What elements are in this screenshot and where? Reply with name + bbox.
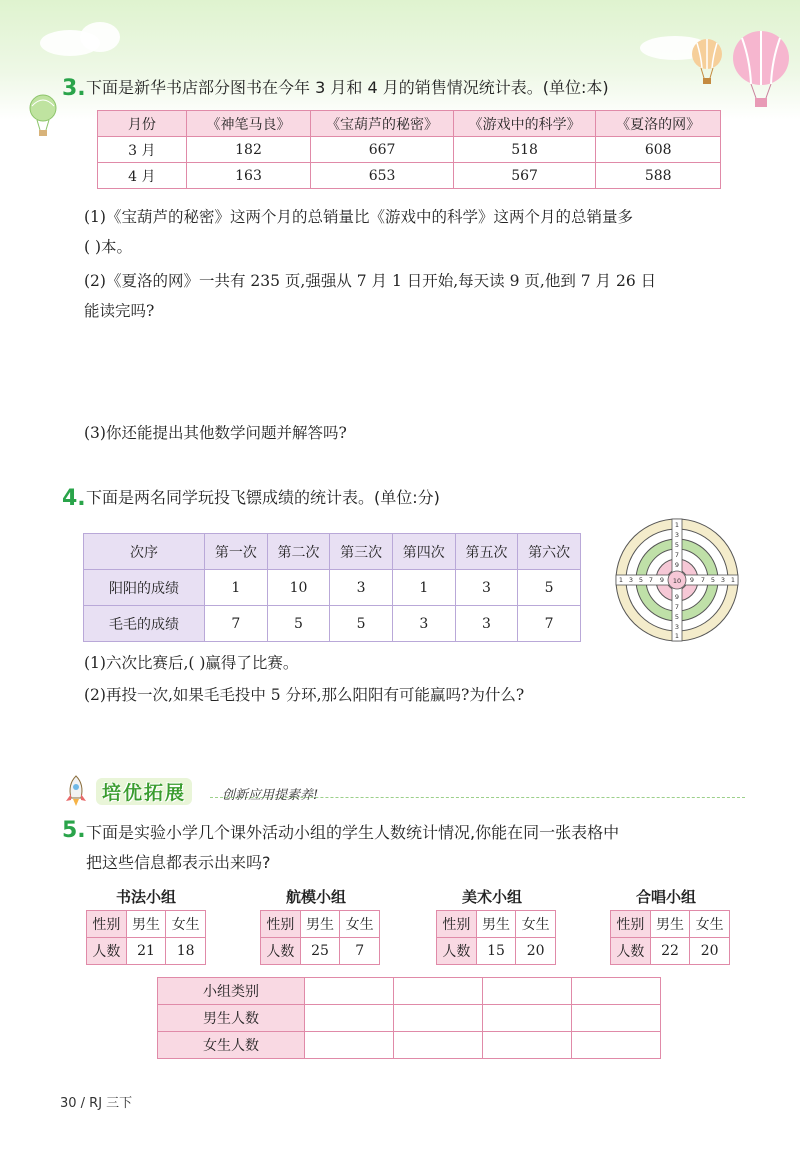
table-cell: 10 (267, 570, 330, 606)
answer-table (157, 977, 661, 1059)
table-cell: 21 (126, 938, 166, 965)
table-cell: 3 (455, 570, 518, 606)
ring-label: 3 (628, 576, 634, 584)
table-cell: 1 (392, 570, 455, 606)
table-cell: 7 (518, 606, 581, 642)
table-header: 《游戏中的科学》 (453, 111, 596, 137)
table-cell: 3 (392, 606, 455, 642)
table-cell: 518 (453, 137, 596, 163)
table-cell: 20 (690, 938, 730, 965)
table-header: 月份 (98, 111, 187, 137)
table-cell: 5 (330, 606, 393, 642)
balloon-green-icon (28, 94, 58, 138)
table-cell: 667 (311, 137, 454, 163)
ring-label: 1 (674, 632, 680, 640)
row-header: 女生人数 (158, 1032, 305, 1059)
table-cell: 3 (455, 606, 518, 642)
table-header: 第一次 (205, 534, 268, 570)
table-cell: 3 (330, 570, 393, 606)
question-text: 下面是两名同学玩投飞镖成绩的统计表。(单位:分) (86, 488, 440, 507)
sub-question-2: (2)再投一次,如果毛毛投中 5 分环,那么阳阳有可能赢吗?为什么? (84, 686, 525, 704)
table-header: 《夏洛的网》 (596, 111, 721, 137)
section-title: 培优拓展 (96, 778, 192, 805)
ring-label: 3 (674, 531, 680, 539)
ring-label: 9 (674, 593, 680, 601)
ring-label: 5 (674, 541, 680, 549)
group-title: 书法小组 (116, 888, 177, 906)
ring-label: 5 (674, 613, 680, 621)
table-cell: 18 (166, 938, 206, 965)
table-header: 性别 (87, 911, 127, 938)
table-cell: 7 (205, 606, 268, 642)
table-header: 第五次 (455, 534, 518, 570)
text-line: 下面是实验小学几个课外活动小组的学生人数统计情况,你能在同一张表格中 (86, 823, 620, 842)
table-cell: 182 (186, 137, 311, 163)
answer-cell[interactable] (305, 1005, 394, 1032)
answer-cell[interactable] (483, 1032, 572, 1059)
group-title: 航模小组 (286, 888, 347, 906)
text-line: 能读完吗? (84, 302, 155, 320)
table-cell: 20 (516, 938, 556, 965)
answer-cell[interactable] (394, 1032, 483, 1059)
table-cell: 1 (205, 570, 268, 606)
group-table (260, 910, 380, 965)
answer-cell[interactable] (483, 1005, 572, 1032)
table-cell: 5 (267, 606, 330, 642)
page-footer: 30 / RJ 三下 (60, 1096, 133, 1111)
table-header: 男生 (300, 911, 340, 938)
table-cell: 4 月 (98, 163, 187, 189)
row-header: 人数 (437, 938, 477, 965)
dartboard-icon (614, 517, 740, 643)
answer-cell[interactable] (572, 1005, 661, 1032)
ring-label: 9 (689, 576, 695, 584)
table-header: 男生 (126, 911, 166, 938)
book-sales-table (97, 110, 721, 189)
table-header: 《宝葫芦的秘密》 (311, 111, 454, 137)
answer-cell[interactable] (572, 978, 661, 1005)
cloud-decoration (80, 22, 120, 52)
row-header: 小组类别 (158, 978, 305, 1005)
ring-label: 7 (674, 551, 680, 559)
table-header: 第三次 (330, 534, 393, 570)
text-line: ( )本。 (84, 238, 133, 256)
sub-question-1 (84, 202, 764, 262)
hot-air-balloon-large-icon (730, 30, 792, 110)
table-header: 《神笔马良》 (186, 111, 311, 137)
row-header: 人数 (261, 938, 301, 965)
table-header: 女生 (166, 911, 206, 938)
row-header: 毛毛的成绩 (84, 606, 205, 642)
table-header: 性别 (437, 911, 477, 938)
ring-label: 9 (659, 576, 665, 584)
table-cell: 25 (300, 938, 340, 965)
row-header: 人数 (87, 938, 127, 965)
ring-label: 7 (700, 576, 706, 584)
table-cell: 567 (453, 163, 596, 189)
table-cell: 588 (596, 163, 721, 189)
group-title: 合唱小组 (636, 888, 697, 906)
question-number: 3. (62, 76, 86, 101)
table-header: 男生 (650, 911, 690, 938)
ring-label: 5 (638, 576, 644, 584)
table-cell: 7 (340, 938, 380, 965)
group-title: 美术小组 (462, 888, 523, 906)
ring-label: 9 (674, 561, 680, 569)
table-header: 男生 (476, 911, 516, 938)
table-header: 第二次 (267, 534, 330, 570)
text-line: (1)《宝葫芦的秘密》这两个月的总销量比《游戏中的科学》这两个月的总销量多 (84, 208, 633, 226)
table-cell: 608 (596, 137, 721, 163)
section-subtitle: 创新应用提素养! (222, 788, 319, 803)
ring-label: 7 (648, 576, 654, 584)
ring-label: 3 (720, 576, 726, 584)
table-header: 女生 (340, 911, 380, 938)
answer-cell[interactable] (305, 1032, 394, 1059)
group-table (86, 910, 206, 965)
answer-cell[interactable] (394, 1005, 483, 1032)
sub-question-3: (3)你还能提出其他数学问题并解答吗? (84, 424, 347, 442)
hot-air-balloon-small-icon (690, 38, 724, 86)
row-header: 人数 (611, 938, 651, 965)
question-text (86, 818, 619, 878)
dart-score-table (83, 533, 581, 642)
group-table (436, 910, 556, 965)
group-table (610, 910, 730, 965)
table-header: 女生 (516, 911, 556, 938)
ring-label: 3 (674, 623, 680, 631)
ring-label: 7 (674, 603, 680, 611)
table-cell: 15 (476, 938, 516, 965)
sub-question-1: (1)六次比赛后,( )赢得了比赛。 (84, 654, 299, 672)
ring-label: 10 (672, 577, 682, 585)
table-cell: 653 (311, 163, 454, 189)
question-number: 4. (62, 486, 86, 511)
table-cell: 5 (518, 570, 581, 606)
answer-cell[interactable] (305, 978, 394, 1005)
text-line: 把这些信息都表示出来吗? (86, 853, 271, 872)
row-header: 男生人数 (158, 1005, 305, 1032)
row-header: 阳阳的成绩 (84, 570, 205, 606)
table-header: 女生 (690, 911, 730, 938)
table-cell: 22 (650, 938, 690, 965)
answer-cell[interactable] (394, 978, 483, 1005)
text-line: (2)《夏洛的网》一共有 235 页,强强从 7 月 1 日开始,每天读 9 页,他到 7 月 26 日 (84, 272, 657, 290)
table-header: 第六次 (518, 534, 581, 570)
ring-label: 5 (710, 576, 716, 584)
sub-question-2 (84, 266, 764, 326)
table-header: 性别 (261, 911, 301, 938)
table-header: 第四次 (392, 534, 455, 570)
question-text: 下面是新华书店部分图书在今年 3 月和 4 月的销售情况统计表。(单位:本) (86, 78, 609, 97)
ring-label: 1 (618, 576, 624, 584)
table-cell: 3 月 (98, 137, 187, 163)
ring-label: 1 (674, 521, 680, 529)
table-header: 性别 (611, 911, 651, 938)
header-background (0, 0, 800, 120)
answer-cell[interactable] (572, 1032, 661, 1059)
table-cell: 163 (186, 163, 311, 189)
ring-label: 1 (730, 576, 736, 584)
question-number: 5. (62, 818, 86, 843)
rocket-icon (62, 774, 90, 808)
answer-cell[interactable] (483, 978, 572, 1005)
table-header: 次序 (84, 534, 205, 570)
